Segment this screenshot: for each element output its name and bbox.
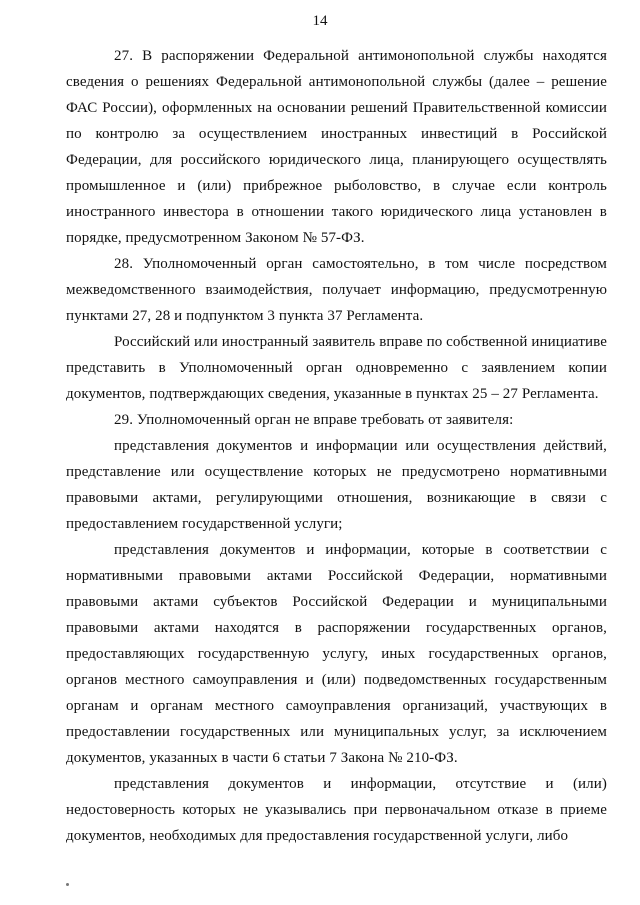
paragraph-29-item-3: представления документов и информации, отсутствие и (или) недостоверность которых не указывались при первоначальном отказе в приеме документов, необходимых для предоставления государственной услуги, либо [66,776,607,844]
paragraph-28: 28. Уполномоченный орган самостоятельно, в том числе посредством межведомственного взаимодействия, получает информацию, предусмотренную пунктами 27, 28 и подпунктом 3 пункта 37 Регламента. [66,256,607,324]
paragraph-27: 27. В распоряжении Федеральной антимонопольной службы находятся сведения о решениях Федеральной антимонопольной службы (далее – решение ФАС России), оформленных на основании решений Правительственной комиссии по контролю за осуществлением иностранных инвестиций в Российской Федерации, для российского юридического лица, планирующего осуществлять промышленное и (или) прибрежное рыболовство, в случае если контроль иностранного инвестора в отношении такого юридического лица установлен в порядке, предусмотренном Законом № 57-ФЗ. [66,48,607,246]
page-number: 14 [312,13,328,29]
scan-dot-mark [66,883,69,886]
paragraph-29: 29. Уполномоченный орган не вправе требовать от заявителя: [114,412,514,428]
paragraph-applicant-right: Российский или иностранный заявитель вправе по собственной инициативе представить в Уполномоченный орган одновременно с заявлением копии документов, подтверждающих сведения, указанные в пунктах 25 – 27 Регламента. [66,334,608,402]
paragraph-29-item-2: представления документов и информации, которые в соответствии с нормативными правовыми актами Российской Федерации, нормативными правовыми актами субъектов Российской Федерации и муниципальными правовыми актами находятся в распоряжении государственных органов, предоставляющих государственную услугу, иных государственных органов, органов местного самоуправления и (или) подведомственных государственным органам и органам местного самоуправления организаций, участвующих в предоставлении государственных или муниципальных услуг, за исключением документов, указанных в части 6 статьи 7 Закона № 210-ФЗ. [66,542,607,766]
document-body [66,43,607,849]
paragraph-29-item-1: представления документов и информации или осуществления действий, представление или осуществление которых не предусмотрено нормативными правовыми актами, регулирующими отношения, возникающие в связи с предоставлением государственной услуги; [66,438,607,532]
